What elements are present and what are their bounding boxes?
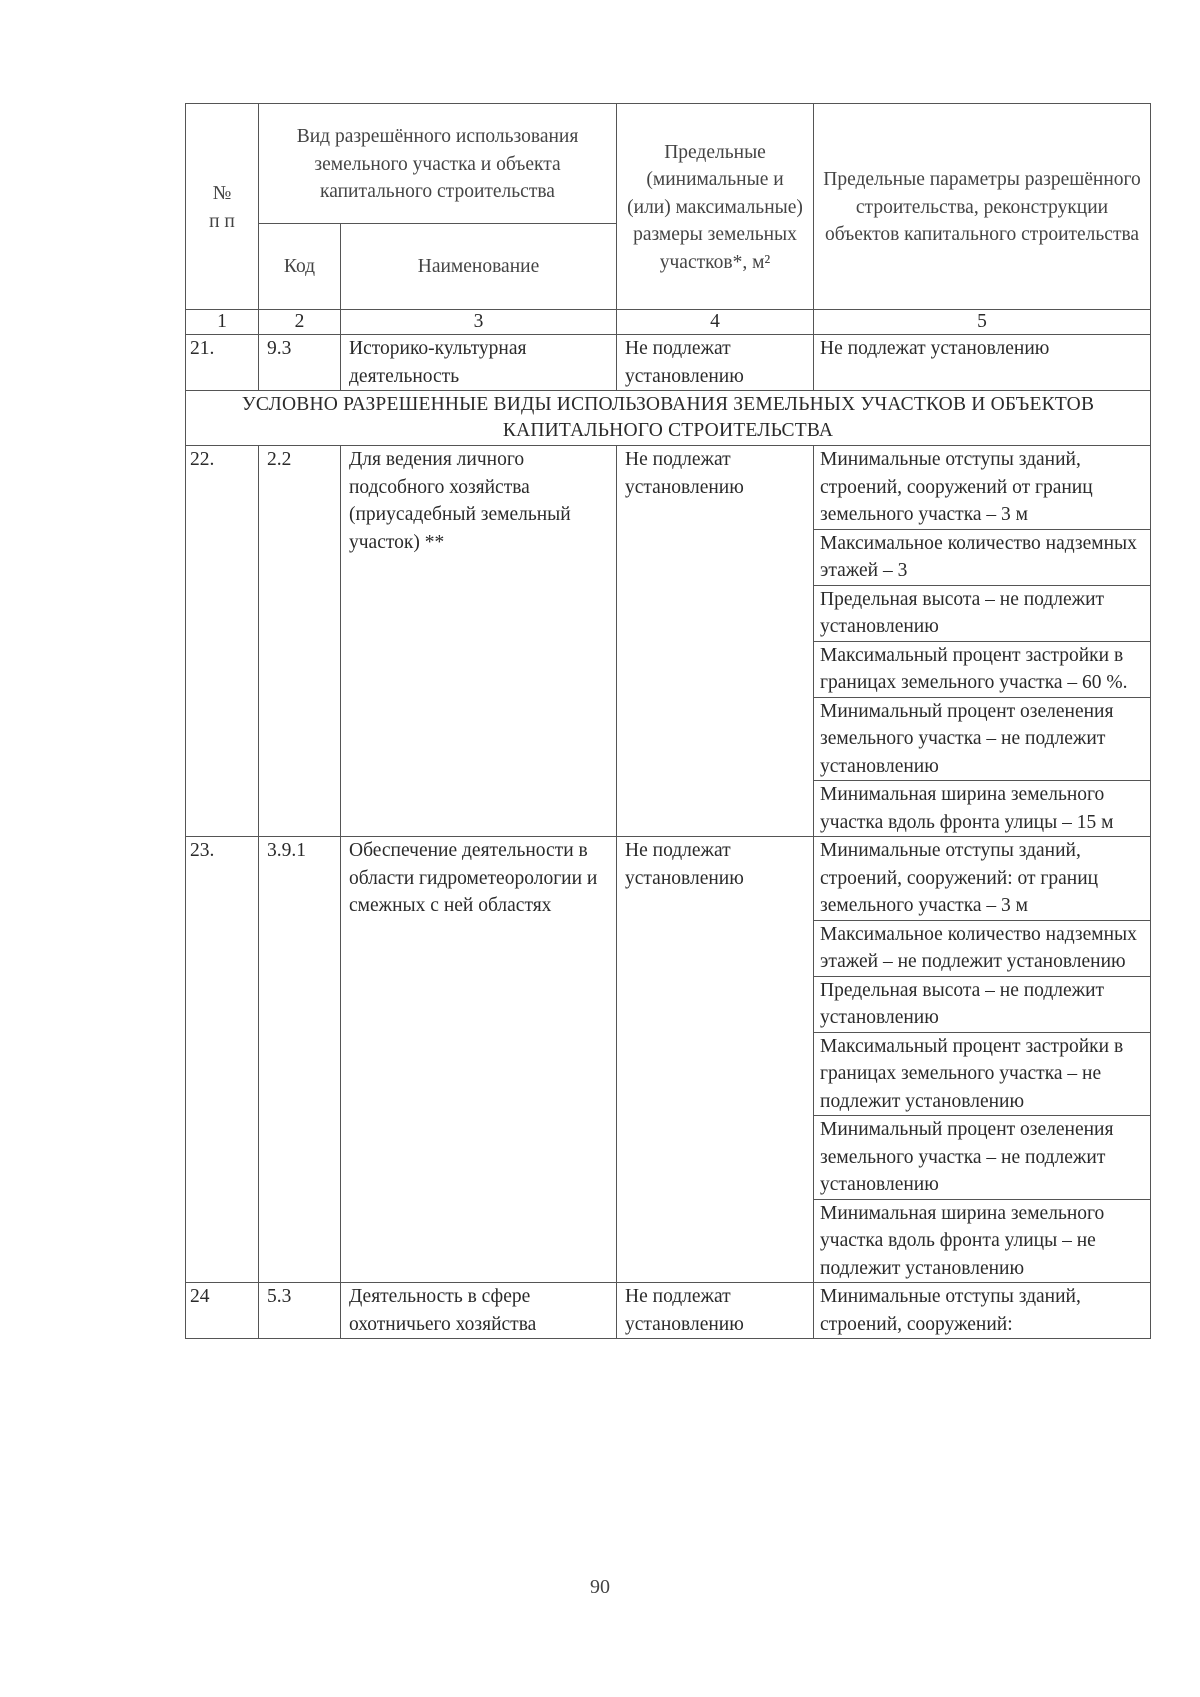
row-name: Для ведения личного подсобного хозяйства (приусадебный земельный участок) ** — [341, 446, 617, 837]
table-row — [186, 837, 1151, 921]
row-number: 21. — [186, 335, 259, 391]
column-number-5: 5 — [814, 310, 1151, 335]
row-code: 3.9.1 — [259, 837, 341, 1283]
column-number-4: 4 — [617, 310, 814, 335]
row-parameter: Минимальный процент озеленения земельного участка – не подлежит установлению — [814, 697, 1151, 781]
row-parameter: Предельная высота – не подлежит установлению — [814, 585, 1151, 641]
row-code: 5.3 — [259, 1283, 341, 1339]
header-number: № п п — [186, 104, 259, 310]
row-parameter: Минимальные отступы зданий, строений, сооружений: от границ земельного участка – 3 м — [814, 837, 1151, 921]
row-parameter: Максимальный процент застройки в границах земельного участка – 60 %. — [814, 641, 1151, 697]
row-number: 23. — [186, 837, 259, 1283]
page-number: 90 — [590, 1576, 610, 1598]
column-number-2: 2 — [259, 310, 341, 335]
row-parameter: Предельная высота – не подлежит установлению — [814, 976, 1151, 1032]
row-number: 24 — [186, 1283, 259, 1339]
row-size: Не подлежат установлению — [617, 837, 814, 1283]
table-row — [186, 446, 1151, 530]
row-parameter: Минимальные отступы зданий, строений, сооружений: — [814, 1283, 1151, 1339]
regulations-table — [185, 103, 1151, 1339]
row-parameter: Максимальное количество надземных этажей – не подлежит установлению — [814, 920, 1151, 976]
row-name: Историко-культурная деятельность — [341, 335, 617, 391]
header-use-kind: Вид разрешённого использования земельного участка и объекта капитального строительства — [259, 104, 617, 224]
section-heading: УСЛОВНО РАЗРЕШЕННЫЕ ВИДЫ ИСПОЛЬЗОВАНИЯ ЗЕМЕЛЬНЫХ УЧАСТКОВ И ОБЪЕКТОВ КАПИТАЛЬНОГО СТРОИТЕЛЬСТВА — [186, 391, 1151, 446]
row-parameter: Минимальные отступы зданий, строений, сооружений от границ земельного участка – 3 м — [814, 446, 1151, 530]
header-parameters: Предельные параметры разрешённого строительства, реконструкции объектов капитального строительства — [814, 104, 1151, 310]
row-parameter: Минимальный процент озеленения земельного участка – не подлежит установлению — [814, 1116, 1151, 1200]
row-size: Не подлежат установлению — [617, 335, 814, 391]
row-name: Обеспечение деятельности в области гидрометеорологии и смежных с ней областях — [341, 837, 617, 1283]
header-plot-size: Предельные (минимальные и (или) максимальные) размеры земельных участков*, м² — [617, 104, 814, 310]
row-parameter: Минимальная ширина земельного участка вдоль фронта улицы – не подлежит установлению — [814, 1199, 1151, 1283]
row-parameter: Максимальное количество надземных этажей – 3 — [814, 529, 1151, 585]
row-code: 9.3 — [259, 335, 341, 391]
row-size: Не подлежат установлению — [617, 1283, 814, 1339]
header-name: Наименование — [341, 224, 617, 310]
column-number-3: 3 — [341, 310, 617, 335]
table-row — [186, 1283, 1151, 1339]
row-name: Деятельность в сфере охотничьего хозяйства — [341, 1283, 617, 1339]
table-row — [186, 335, 1151, 391]
row-parameter: Минимальная ширина земельного участка вдоль фронта улицы – 15 м — [814, 781, 1151, 837]
header-code: Код — [259, 224, 341, 310]
row-parameter: Не подлежат установлению — [814, 335, 1151, 391]
column-number-1: 1 — [186, 310, 259, 335]
row-size: Не подлежат установлению — [617, 446, 814, 837]
row-number: 22. — [186, 446, 259, 837]
row-code: 2.2 — [259, 446, 341, 837]
row-parameter: Максимальный процент застройки в границах земельного участка – не подлежит установлению — [814, 1032, 1151, 1116]
